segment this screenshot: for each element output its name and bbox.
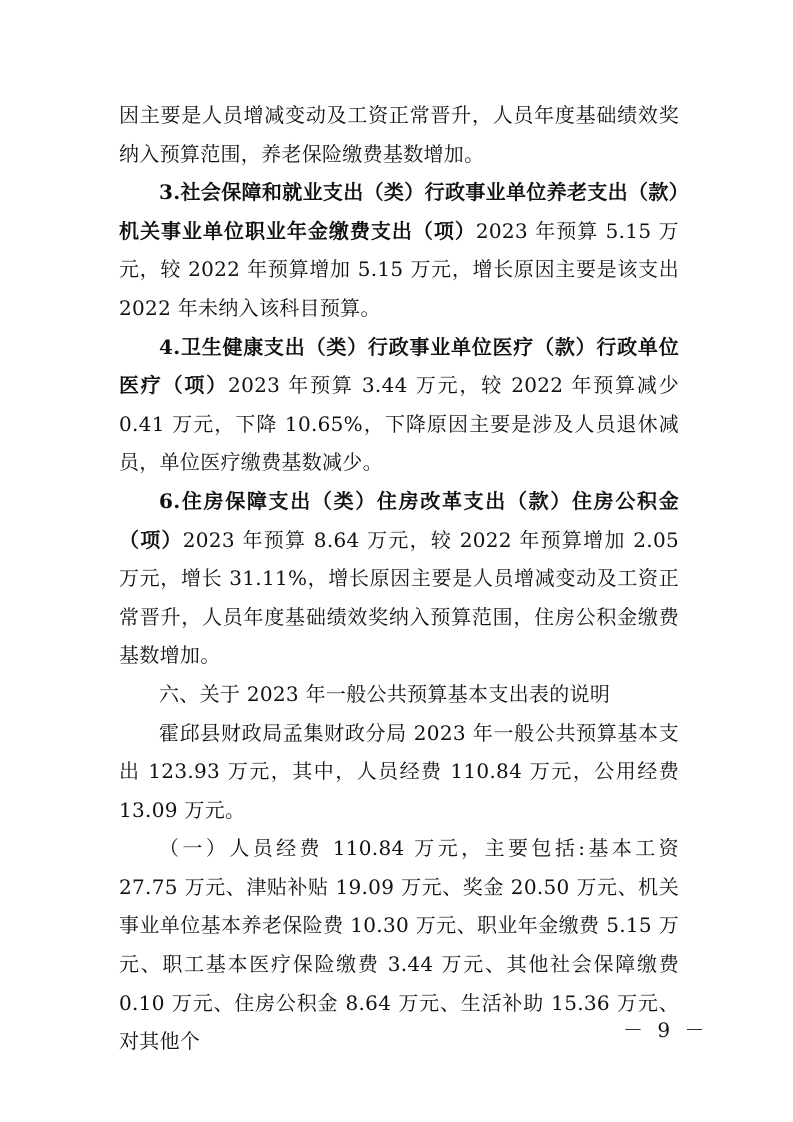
item-heading-3: 3.社会保障和就业支出（类）行政事业单位养老支出（款）机关事业单位职业年金缴费支出（项） [119,180,679,243]
item-heading-4: 4.卫生健康支出（类）行政事业单位医疗（款）行政单位医疗（项） [119,334,679,398]
paragraph-basic-expenditure: 霍邱县财政局孟集财政分局 2023 年一般公共预算基本支出 123.93 万元，其中，人员经费 110.84 万元，公用经费 13.09 万元。 [119,720,679,822]
paragraph-housing-fund [119,482,679,675]
page-number: － 9 － [623,1018,709,1042]
paragraph-medical [119,328,679,482]
document-page [119,96,679,1061]
section-heading: 六、关于 2023 年一般公共预算基本支出表的说明 [159,681,611,706]
item-body-3: 2023 年预算 5.15 万元，较 2022 年预算增加 5.15 万元，增长原因主要是该支出 2022 年未纳入该科目预算。 [119,218,679,320]
item-heading-6: 6.住房保障支出（类）住房改革支出（款）住房公积金（项） [119,488,679,552]
paragraph-pension-annuity [119,173,679,327]
item-body-4: 2023 年预算 3.44 万元，较 2022 年预算减少 0.41 万元，下降 10.65%，下降原因主要是涉及人员退休减员，单位医疗缴费基数减少。 [119,373,679,475]
item-body-6: 2023 年预算 8.64 万元，较 2022 年预算增加 2.05 万元，增长 31.11%，增长原因主要是人员增减变动及工资正常晋升，人员年度基础绩效奖纳入预算范围，住房公积金缴费基数增加。 [119,527,679,668]
paragraph-personnel-expenses: （一）人员经费 110.84 万元，主要包括:基本工资 27.75 万元、津贴补贴 19.09 万元、奖金 20.50 万元、机关事业单位基本养老保险费 10.30 万元、职业年金缴费 5.15 万元、职工基本医疗保险缴费 3.44 万元、其他社会保障缴费 0.10 万元、住房公积金 8.64 万元、生活补助 15.36 万元、对其他个 [119,836,679,1054]
paragraph-continuation: 因主要是人员增减变动及工资正常晋升，人员年度基础绩效奖纳入预算范围，养老保险缴费基数增加。 [119,103,679,166]
